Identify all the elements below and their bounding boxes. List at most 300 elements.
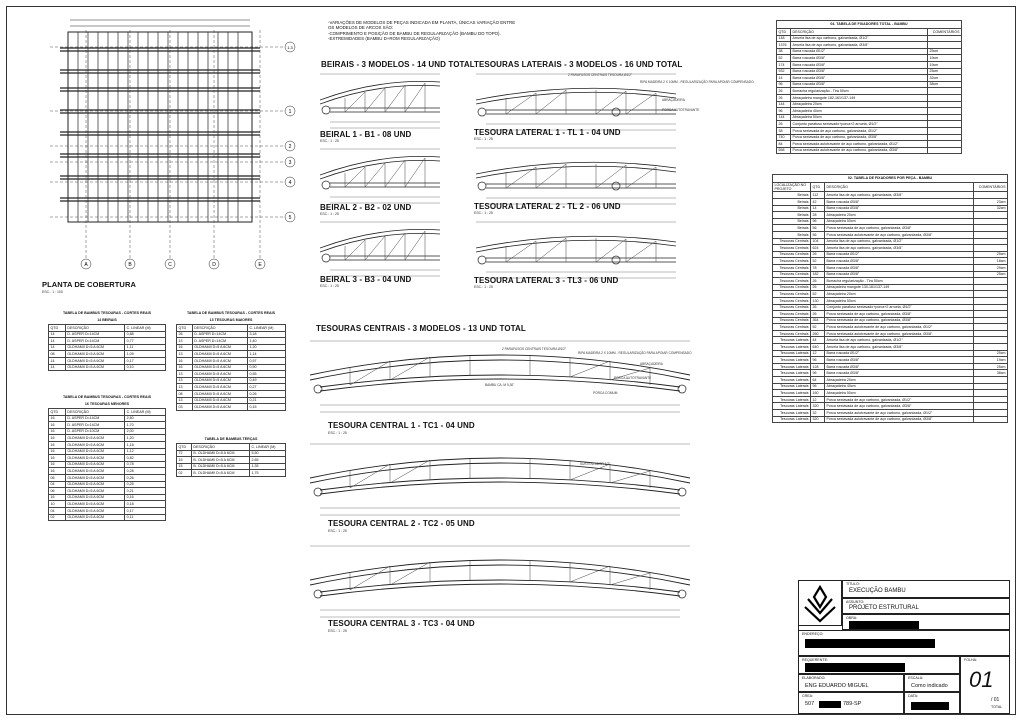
table-cell	[928, 141, 962, 148]
table-cell: Tesouras Centrais	[773, 297, 811, 304]
table-row	[777, 35, 962, 42]
assunto-cell	[842, 598, 1010, 614]
table-row	[773, 416, 1008, 423]
table-fixadores-total	[776, 20, 962, 154]
table-cell	[974, 291, 1008, 298]
table-row	[49, 351, 166, 358]
b1-scale: ESC.: 1 : 25	[320, 139, 339, 143]
axis-1: 1	[288, 109, 292, 115]
table-cell: OLDHAMII D=5 A 6CM	[65, 474, 124, 481]
table-row	[777, 134, 962, 141]
table-cell: 26	[777, 88, 791, 95]
table-cell	[974, 403, 1008, 410]
table-row	[773, 337, 1008, 344]
table-cell: OLDHAMII D=5 A 6CM	[65, 468, 124, 475]
tc-annotation-porca-comum: PORCA COMUM	[593, 391, 618, 395]
table-cell: 96	[811, 383, 825, 390]
table-row	[49, 474, 166, 481]
table-row	[177, 470, 286, 477]
table-cell: 0,88	[125, 331, 166, 338]
axis-5: 5	[288, 215, 292, 221]
table-cell: OLDHAMII D=5 A 6CM	[65, 507, 124, 514]
table-cell: 0,49	[247, 377, 285, 384]
table-cell: OLDHAMII D=5 A 6CM	[65, 514, 124, 521]
table-cell: Barra roscada Ø3/8"	[791, 61, 928, 68]
table-subcaption: 13 TESOURAS MAIORES	[209, 318, 253, 323]
table-cell: Tesouras Laterais	[773, 344, 811, 351]
assunto-value: PROJETO ESTRUTURAL	[849, 605, 919, 611]
tesouras-laterais-title: TESOURAS LATERAIS - 3 MODELOS - 16 UND TOTAL	[474, 60, 683, 69]
table-cell: Beirais	[773, 231, 811, 238]
table-cell	[928, 94, 962, 101]
table-cell: Tesouras Laterais	[773, 337, 811, 344]
table-cell: Abraçadeira 20cm	[825, 377, 974, 384]
tc2-title: TESOURA CENTRAL 2 - TC2 - 05 UND	[328, 519, 475, 528]
crea-label: CREA:	[802, 694, 813, 698]
table-row	[773, 363, 1008, 370]
table-cell: 32cm	[928, 75, 962, 82]
crea-cell	[798, 692, 904, 714]
axis-e: E	[258, 262, 262, 268]
table-cell: 16	[49, 441, 66, 448]
table-row	[773, 199, 1008, 206]
table-row	[49, 481, 166, 488]
b2-title: BEIRAL 2 - B2 - 02 UND	[320, 203, 412, 212]
b2-scale: ESC.: 1 : 25	[320, 212, 339, 216]
table-cell: 2,65	[249, 457, 285, 464]
table-cell: 26	[811, 284, 825, 291]
tc1-title: TESOURA CENTRAL 1 - TC1 - 04 UND	[328, 421, 475, 430]
table-cell: OLDHAMII D=5 A 6CM	[65, 351, 124, 358]
table-cell: 1376	[777, 42, 791, 49]
table-row	[773, 212, 1008, 219]
table-cell: 26	[811, 304, 825, 311]
table-cell: 112	[811, 192, 825, 199]
table-cell: Tesouras Laterais	[773, 416, 811, 423]
beiral-2-drawing	[320, 145, 445, 207]
table-cell: OLDHAMII D=5 A 6CM	[65, 441, 124, 448]
table-row	[773, 304, 1008, 311]
table-cell: 04	[49, 481, 66, 488]
table-cell: 16	[49, 455, 66, 462]
table-cell: 0,82	[125, 455, 166, 462]
elaborado-cell	[798, 674, 904, 692]
table-cell: 1,11	[125, 344, 166, 351]
table-row	[177, 457, 286, 464]
note-line: -VARIAÇÕES DE MODELOS DE PEÇAS INDICADA EM PLANTA, ÚNICAS VARIAÇÃO ENTRE	[328, 20, 516, 25]
table-cell: 14	[49, 357, 66, 364]
table-caption: TABELA DE BAMBUS TESOURAS - CORTES REAIS	[62, 311, 152, 316]
note-line: -COMPRIMENTO E POSIÇÃO DE BAMBU DE REGULARIZAÇÃO (BAMBU DO TOPO).	[328, 30, 501, 36]
table-cell: 0,27	[247, 384, 285, 391]
table-cell: Beirais	[773, 199, 811, 206]
table-cell: 0,28	[125, 468, 166, 475]
logo-icon	[799, 581, 841, 625]
table-cell: Barra roscada Ø1/2"	[791, 48, 928, 55]
table-cell: 1,12	[125, 448, 166, 455]
table-cell: OLDHAMII D=5 A 6CM	[65, 364, 124, 371]
table-cell: Tesouras Centrais	[773, 317, 811, 324]
tl2-scale: ESC.: 1 : 25	[474, 211, 493, 215]
table-cell: OLDHAMII D=5 A 6CM	[65, 455, 124, 462]
redacted-data	[911, 702, 949, 710]
table-cell: D. ASPER D=14CM	[65, 331, 124, 338]
folha-total-label: TOTAL	[991, 705, 1003, 709]
table-cell: 02	[177, 470, 192, 477]
table-cell: 96	[811, 218, 825, 225]
table-row	[773, 297, 1008, 304]
table-cell: D. ASPER D=14CM	[65, 338, 124, 345]
table-cell	[974, 304, 1008, 311]
table-cell: 19cm	[928, 61, 962, 68]
table-cell: Barra roscada Ø3/8"	[825, 271, 974, 278]
table-row	[49, 455, 166, 462]
table-cell: 56	[811, 231, 825, 238]
table-cell: Tesouras Centrais	[773, 311, 811, 318]
elaborado-value: ENG EDUARDO MIGUEL	[805, 683, 869, 689]
table-cell: 0,77	[125, 338, 166, 345]
table-row	[177, 331, 286, 338]
table-row	[177, 364, 286, 371]
table-cell: Tesouras Laterais	[773, 403, 811, 410]
table-cell: Tesouras Laterais	[773, 350, 811, 357]
table-cell: 23cm	[974, 199, 1008, 206]
table-cell: 26	[811, 278, 825, 285]
table-row	[177, 404, 286, 411]
table-row	[773, 317, 1008, 324]
table-cell: Porca sextavada de aço carbono, galvanizada, Ø1/2"	[791, 127, 928, 134]
table-cell: Arruela lisa de aço carbono, galvanizada, Ø3/8"	[825, 245, 974, 252]
table-cell	[974, 324, 1008, 331]
table-cell: Borracha regularização - Tira 50cm	[825, 278, 974, 285]
table-cell	[974, 297, 1008, 304]
table-cell: 182	[811, 271, 825, 278]
table-cell: 16	[49, 435, 66, 442]
table-cell: 38cm	[928, 81, 962, 88]
table-cell: 04	[49, 507, 66, 514]
tl1-title: TESOURA LATERAL 1 - TL 1 - 04 UND	[474, 128, 621, 137]
table-row	[777, 55, 962, 62]
table-cell: 16	[49, 494, 66, 501]
table-cell: 16	[177, 357, 193, 364]
table-cell: 0,17	[125, 357, 166, 364]
table-cell: Barra roscada Ø3/8"	[825, 205, 974, 212]
table-cell: D. ASPER D=14CM	[65, 415, 124, 422]
col-header: DESCRIÇÃO	[825, 183, 974, 192]
col-header: DESCRIÇÃO	[192, 325, 247, 332]
table-row	[773, 377, 1008, 384]
table-row	[177, 338, 286, 345]
table-cell: 16	[49, 428, 66, 435]
tl2-drawing	[476, 144, 681, 208]
table-cell: OLDHAMII D=5 A 6CM	[65, 357, 124, 364]
table-row	[49, 461, 166, 468]
table-row	[49, 415, 166, 422]
table-cell: Barra roscada Ø1/2"	[825, 251, 974, 258]
col-header: QTD	[177, 444, 192, 451]
table-cell: 260	[811, 330, 825, 337]
table-cell: Borracha regularização - Tira 50cm	[791, 88, 928, 95]
table-cell: 1,70	[125, 422, 166, 429]
table-cell: 13	[177, 377, 193, 384]
table-row	[49, 468, 166, 475]
col-header: C. LINEAR (M)	[125, 409, 166, 416]
table-cell: 14	[811, 205, 825, 212]
table-cell	[974, 212, 1008, 219]
table-cell: 1,75	[249, 470, 285, 477]
table-row	[773, 383, 1008, 390]
table-cell	[928, 114, 962, 121]
table-cell	[974, 225, 1008, 232]
escala-label: ESCALA:	[908, 676, 924, 680]
table-caption: TABELA DE BAMBUS TERÇAS	[204, 437, 258, 442]
table-row	[49, 507, 166, 514]
table-cell: 624	[811, 245, 825, 252]
table-cell: Beirais	[773, 205, 811, 212]
table-cell: 52	[811, 324, 825, 331]
tl-annotation-abracadeira: ABRAÇADEIRA	[662, 98, 685, 102]
table-cell: Beirais	[773, 212, 811, 219]
table-cell: 148	[777, 35, 791, 42]
table-cell: 32cm	[974, 205, 1008, 212]
table-cell: OLDHAMII D=5 A 6CM	[65, 448, 124, 455]
col-header: DESCRIÇÃO	[65, 409, 124, 416]
table-cell: 144	[777, 114, 791, 121]
table-cell: 08	[177, 390, 193, 397]
table-cell: Arruela lisa de aço carbono, galvanizada, Ø3/8"	[825, 344, 974, 351]
table-row	[777, 108, 962, 115]
table-cell	[974, 383, 1008, 390]
table-cell: 26	[811, 251, 825, 258]
table-row	[773, 330, 1008, 337]
table-14-beirais	[48, 310, 166, 371]
table-cell: Barra roscada Ø3/8"	[825, 264, 974, 271]
table-cell: 28	[811, 212, 825, 219]
table-cell: Tesouras Laterais	[773, 410, 811, 417]
table-cell: 14	[777, 75, 791, 82]
tc-annotation-porca: PORCA AUTOTRAVANTE	[614, 376, 652, 380]
tc3-title: TESOURA CENTRAL 3 - TC3 - 04 UND	[328, 619, 475, 628]
table-cell	[974, 311, 1008, 318]
table-cell: Tesouras Laterais	[773, 377, 811, 384]
tc-annotation-abracadeira: ABRAÇADEIRA	[640, 362, 663, 366]
table-cell: OLDHAMII D=5 A 6CM	[192, 344, 247, 351]
table-cell: Abraçadeira 20cm	[825, 291, 974, 298]
table-row	[49, 338, 166, 345]
tc2-annotation-sustentador: SUSTENTADOR 1/2"	[580, 462, 611, 466]
table-cell: 0,10	[125, 364, 166, 371]
titulo-cell	[842, 580, 1010, 598]
beirais-title: BEIRAIS - 3 MODELOS - 14 UND TOTAL	[321, 60, 475, 69]
escala-cell	[904, 674, 960, 692]
table-row	[777, 147, 962, 154]
table-cell: Barra roscada Ø3/8"	[825, 258, 974, 265]
table-cell: OLDHAMII D=5 A 6CM	[192, 364, 247, 371]
table-cell: 72	[177, 450, 192, 457]
table-cell: 0,78	[125, 461, 166, 468]
logo-box	[798, 580, 842, 626]
table-cell	[974, 396, 1008, 403]
table-cell: 0,11	[125, 514, 166, 521]
redacted-requerente	[805, 663, 905, 672]
table-cell: 38cm	[974, 370, 1008, 377]
table-row	[49, 428, 166, 435]
tc-annotation-ripa: RIPA MADEIRA 2 X 10MM - REGULARIZAÇÃO PARA APOIAR COMPENSADO	[578, 351, 692, 355]
table-row	[49, 344, 166, 351]
table-cell: 14	[49, 364, 66, 371]
col-header: C. LINEAR (M)	[247, 325, 285, 332]
table-cell: 128	[811, 363, 825, 370]
table-cell: 1,20	[125, 435, 166, 442]
table-cell: OLDHAMII D=5 A 6CM	[192, 390, 247, 397]
table-cell: 18cm	[974, 258, 1008, 265]
table-cell: 26	[777, 94, 791, 101]
table-cell: Porca sextavada autotravante de aço carbono, galvanizada, Ø3/8"	[825, 416, 974, 423]
table-row	[777, 88, 962, 95]
table-row	[777, 141, 962, 148]
folha-label: FOLHA:	[964, 658, 977, 662]
table-cell	[974, 377, 1008, 384]
obra-cell	[842, 614, 1010, 630]
table-cell: 52	[811, 258, 825, 265]
table-row	[777, 42, 962, 49]
table-cell: 0,90	[247, 364, 285, 371]
table-row	[773, 278, 1008, 285]
tc2-scale: ESC.: 1 : 25	[328, 529, 347, 533]
table-row	[773, 324, 1008, 331]
col-header: DESCRIÇÃO	[191, 444, 249, 451]
table-cell: 2,00	[125, 428, 166, 435]
table-cell: Porca sextavada de aço carbono, galvanizada, Ø3/8"	[825, 317, 974, 324]
table-cell: 0,17	[125, 507, 166, 514]
table-cell: B. OLDHAMII D=5 A 6CM	[191, 463, 249, 470]
table-cell: Barra roscada Ø1/2"	[825, 350, 974, 357]
table-fixadores-por-peca	[772, 174, 1008, 423]
table-cell: 29cm	[974, 264, 1008, 271]
table-cell: Tesouras Laterais	[773, 396, 811, 403]
table-cell: 25cm	[928, 48, 962, 55]
table-cell: 38	[777, 48, 791, 55]
table-cell: 174	[777, 61, 791, 68]
table-cell: Barra roscada Ø3/8"	[791, 75, 928, 82]
table-cell: 1,14	[247, 351, 285, 358]
table-cell: B. OLDHAMII D=5 A 6CM	[191, 470, 249, 477]
table-cell: OLDHAMII D=5 A 6CM	[65, 494, 124, 501]
table-row	[177, 344, 286, 351]
table-cell: Abraçadeira 50cm	[791, 114, 928, 121]
table-row	[773, 284, 1008, 291]
table-cell	[974, 245, 1008, 252]
table-row	[773, 264, 1008, 271]
tl3-title: TESOURA LATERAL 3 - TL3 - 06 UND	[474, 276, 619, 285]
table-cell: Abraçadeira 50cm	[825, 390, 974, 397]
table-cell: 16	[49, 415, 66, 422]
table-cell: Beirais	[773, 192, 811, 199]
table-cell: 658	[777, 147, 791, 154]
axis-d: D	[212, 262, 216, 268]
tc1-scale: ESC.: 1 : 25	[328, 431, 347, 435]
escala-value: Como indicado	[911, 683, 948, 689]
table-row	[773, 291, 1008, 298]
table-cell: 0,21	[125, 488, 166, 495]
tl-annotation-ripa: RIPA MADEIRA 2 X 10MM - REGULARIZAÇÃO PARA APOIAR COMPENSADO	[640, 80, 754, 84]
table-16-menores	[48, 394, 166, 521]
table-cell: Conjunto parafuso sextavado+porca+2 arruela, Ø1/2"	[791, 121, 928, 128]
table-cell: 13	[177, 384, 193, 391]
table-cell	[974, 337, 1008, 344]
table-cell: Arruela lisa de aço carbono, galvanizada, Ø1/2"	[825, 337, 974, 344]
table-row	[773, 238, 1008, 245]
table-cell: Tesouras Centrais	[773, 330, 811, 337]
tl3-scale: ESC.: 1 : 25	[474, 285, 493, 289]
note-line: -EXTREMIDADES (BAMBU D+ROM REGULARIZAÇÃO)	[328, 36, 440, 42]
table-cell: OLDHAMII D=5 A 6CM	[192, 397, 247, 404]
table-cell: 932	[777, 68, 791, 75]
table-cell: 0,21	[247, 397, 285, 404]
table-cell: 15	[177, 457, 192, 464]
table-cell: OLDHAMII D=5 A 6CM	[65, 344, 124, 351]
table-cell: Arruela lisa de aço carbono, galvanizada, Ø3/8"	[791, 42, 928, 49]
table-row	[773, 245, 1008, 252]
table-cell: OLDHAMII D=5 A 6CM	[65, 435, 124, 442]
table-cell: Abraçadeira 20cm	[825, 212, 974, 219]
table-cell	[974, 238, 1008, 245]
table-row	[177, 351, 286, 358]
tc3-drawing	[310, 540, 695, 622]
table-row	[777, 114, 962, 121]
table-cell: Tesouras Laterais	[773, 383, 811, 390]
axis-4: 4	[288, 180, 292, 186]
axis-c: C	[168, 262, 172, 268]
table-cell	[974, 284, 1008, 291]
table-row	[49, 441, 166, 448]
table-cell: 16	[49, 422, 66, 429]
table-cell: Tesouras Centrais	[773, 258, 811, 265]
table-cell: Porca sextavada de aço carbono, galvanizada, Ø3/8"	[825, 225, 974, 232]
axis-3: 3	[288, 160, 292, 166]
table-row	[49, 514, 166, 521]
table-cell: 38	[777, 127, 791, 134]
col-header: QTD	[811, 183, 825, 192]
table-cell: Beirais	[773, 218, 811, 225]
folha-value: 01	[969, 667, 994, 692]
tl3-drawing	[476, 218, 681, 282]
table-row	[177, 397, 286, 404]
table-cell: 0,26	[247, 390, 285, 397]
table-cell: 14	[49, 338, 66, 345]
axis-2: 2	[288, 144, 292, 150]
general-notes	[328, 20, 515, 42]
tl2-title: TESOURA LATERAL 2 - TL 2 - 06 UND	[474, 202, 621, 211]
table-row	[177, 377, 286, 384]
table-cell: 52	[811, 291, 825, 298]
redacted-crea	[819, 701, 841, 708]
col-header: QTD	[49, 409, 66, 416]
table-row	[177, 390, 286, 397]
table-cell: Porca sextavada de aço carbono, galvanizada, Ø3/8"	[825, 403, 974, 410]
table-row	[49, 448, 166, 455]
b3-scale: ESC.: 1 : 25	[320, 284, 339, 288]
table-cell: 25cm	[974, 350, 1008, 357]
folha-cell	[960, 656, 1010, 714]
table-cell: Porca sextavada de aço carbono, galvanizada, Ø1/2"	[825, 396, 974, 403]
table-cell: Abraçadeira mangote 130-161/137-149	[825, 284, 974, 291]
table-cell: OLDHAMII D=5 A 6CM	[65, 481, 124, 488]
table-cell: 104	[811, 238, 825, 245]
table-cell: 25cm	[974, 271, 1008, 278]
tc2-drawing	[310, 438, 695, 520]
tl-annotation-parafusos: 2 PARAFUSOS CENTRAIS TESOURA Ø1/2"	[568, 73, 633, 77]
